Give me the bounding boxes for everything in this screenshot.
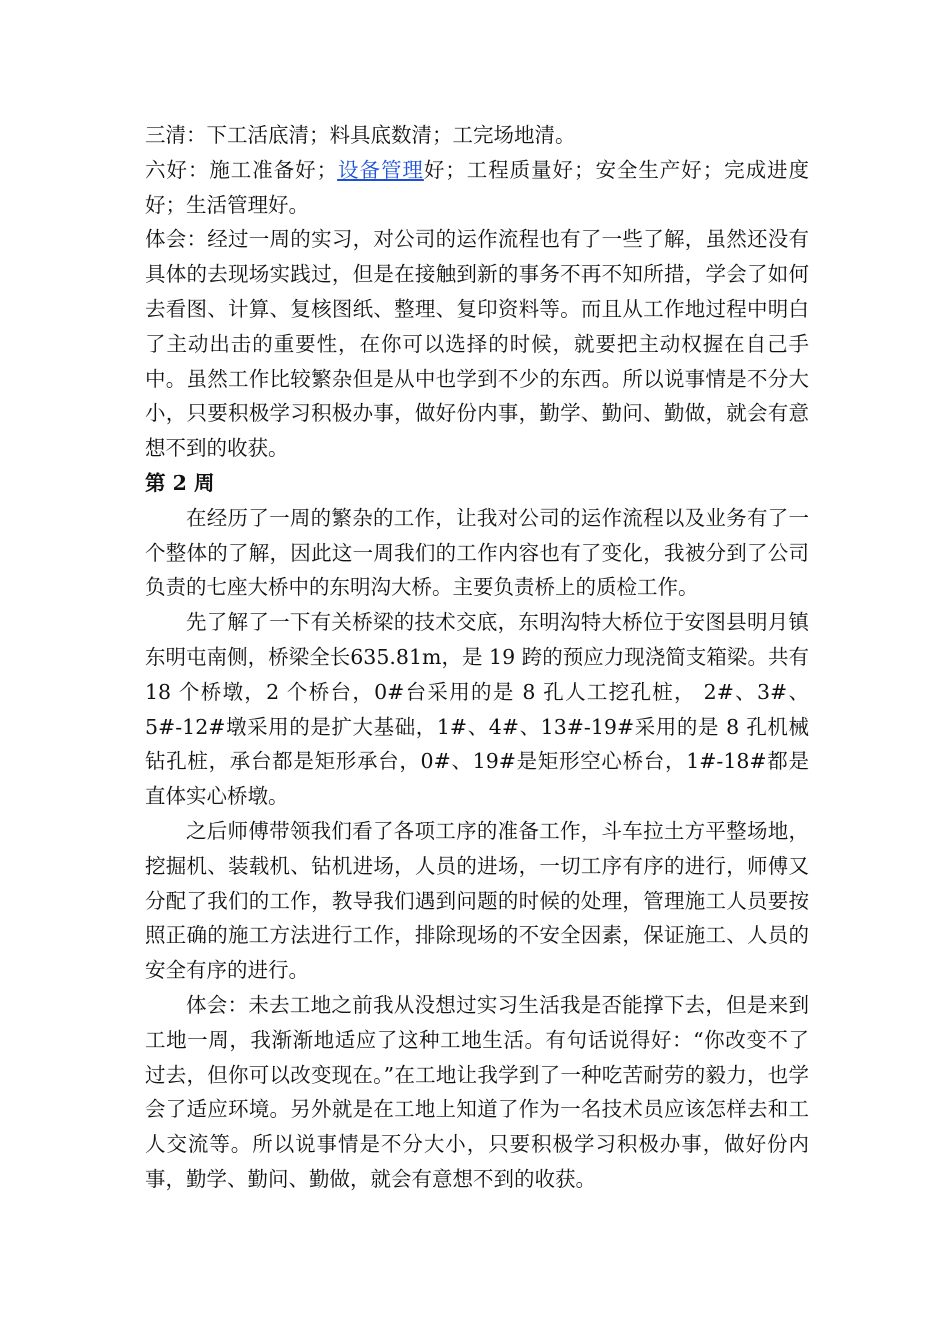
week2-heading: 第 2 周 [145,470,215,495]
preparation-work-paragraph: 之后师傅带领我们看了各项工序的准备工作，斗车拉土方平整场地，挖掘机、装载机、钻机进场，人员的进场，一切工序有序的进行，师傅又分配了我们的工作，教导我们遇到问题的时候的处理，管理施工人员要按照正确的施工方法进行工作，排除现场的不安全因素，保证施工、人员的安全有序的进行。 [145,818,809,983]
sanqing-paragraph: 三清：下工活底清；料具底数清；工完场地清。 [145,123,576,147]
liuhao-text-after: 好；工程质量好；安全生产好；完成进度好；生活管理好。 [145,157,810,217]
liuhao-text-before: 六好：施工准备好； [145,157,338,182]
week1-reflection-paragraph: 体会：经过一周的实习，对公司的运作流程也有了一些了解，虽然还没有具体的去现场实践过，但是在接触到新的事务不再不知所措，学会了如何去看图、计算、复核图纸、整理、复印资料等。而且从工作地过程中明白了主动出击的重要性，在你可以选择的时候，就要把主动权握在自己手中。虽然工作比较繁杂但是从中也学到不少的东西。所以说事情是不分大小，只要积极学习积极办事，做好份内事，勤学、勤问、勤做，就会有意想不到的收获。 [145,227,809,461]
equipment-management-link[interactable]: 设备管理 [337,157,424,182]
week2-reflection-paragraph: 体会：未去工地之前我从没想过实习生活我是否能撑下去，但是来到工地一周，我渐渐地适应了这种工地生活。有句话说得好：“你改变不了过去，但你可以改变现在。”在工地让我学到了一种吃苦耐劳的毅力，也学会了适应环境。另外就是在工地上知道了作为一名技术员应该怎样去和工人交流等。所以说事情是不分大小，只要积极学习积极办事，做好份内事，勤学、勤问、勤做，就会有意想不到的收获。 [145,992,809,1191]
liuhao-paragraph [145,153,809,223]
document-body [145,118,809,1197]
week2-intro-paragraph: 在经历了一周的繁杂的工作，让我对公司的运作流程以及业务有了一个整体的了解，因此这一周我们的工作内容也有了变化，我被分到了公司负责的七座大桥中的东明沟大桥。主要负责桥上的质检工作。 [145,505,809,600]
bridge-technical-paragraph: 先了解了一下有关桥梁的技术交底，东明沟特大桥位于安图县明月镇东明屯南侧，桥梁全长635.81m，是 19 跨的预应力现浇简支箱梁。共有 18 个桥墩，2 个桥台，0#台采用的是 8 孔人工挖孔桩， 2#、3#、5#-12#墩采用的是扩大基础，1#、4#、13#-19#采用的是 8 孔机械钻孔桩，承台都是矩形承台，0#、19#是矩形空心桥台，1#-18#都是直体实心桥墩。 [145,610,809,809]
